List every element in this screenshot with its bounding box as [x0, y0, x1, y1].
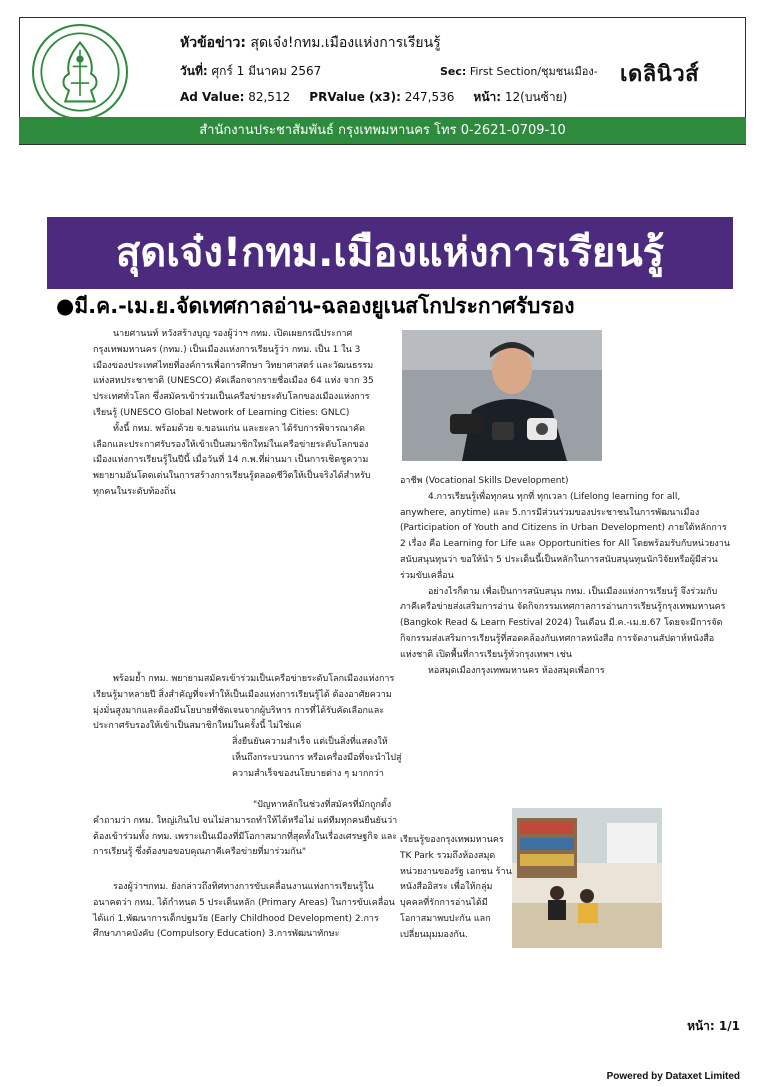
date-meta [180, 62, 321, 81]
article-subheadline: ●มี.ค.-เม.ย.จัดเทศกาลอ่าน-ฉลองยูเนสโกประกาศรับรอง [56, 294, 575, 318]
paragraph-3b: สิ่งยืนยันความสำเร็จ แต่เป็นสิ่งที่แสดงให้เห็นถึงกระบวนการ หรือเครื่องมือที่จะนำไปสู่ความสำเร็จของนโยบายต่าง ๆ มากกว่า [232, 737, 402, 779]
article-column-right-bottom [400, 833, 512, 944]
article-paragraph [93, 327, 378, 501]
paragraph-right-3: อย่างไรก็ตาม เพื่อเป็นการสนับสนุน กทม. เป็นเมืองแห่งการเรียนรู้ จึงร่วมกับภาคีเครือข่ายส่งเสริมการอ่าน จัดกิจกรรมเทศกาลการอ่านการเรียนรู้กรุงเทพมหานคร (Bangkok Read & Learn Festival 2024) ในเดือน มี.ค.-เม.ย.67 โดยจะมีการจัดกิจกรรมส่งเสริมการเรียนรู้ที่สอดคล้องกับเทศกาลหนังสือ การจัดงานสัปดาห์หนังสือแห่งชาติ เปิดพื้นที่การเรียนรู้ทั่วกรุงเทพฯ เช่น [400, 586, 726, 660]
headline-value: สุดเจ๋ง!กทม.เมืองแห่งการเรียนรู้ [250, 35, 441, 51]
publisher-logo: เดลินิวส์ [620, 61, 700, 86]
article-quote [93, 798, 398, 861]
paragraph-2: ทั้งนี้ กทม. พร้อมด้วย จ.ขอนแก่น และยะลา ได้รับการพิจารณาคัดเลือกและประกาศรับรองให้เข้าเป็นสมาชิกใหม่ในเครือข่ายระดับโลกของเมืองแห่งการเรียนรู้ในปีนี้ เมื่อวันที่ 14 ก.พ.ที่ผ่านมา เป็นการเชิดชูความพยายามอันโดดเด่นในการสร้างการเรียนรู้ตลอดชีวิตให้เป็นจริงได้สำหรับทุกคนในระดับท้องถิ่น [93, 423, 371, 497]
powered-by: Powered by Dataxet Limited [606, 1071, 740, 1082]
paragraph-intro: นายศานนท์ หวังสร้างบุญ รองผู้ว่าฯ กทม. เปิดเผยกรณีประกาศกรุงเทพมหานคร (กทม.) เป็นเมืองแห่งการเรียนรู้ว่า กทม. เป็น 1 ใน 3 เมืองของประเทศไทยที่องค์การเพื่อการศึกษา วิทยาศาสตร์ และวัฒนธรรมแห่งสหประชาชาติ (UNESCO) คัดเลือกจากรายชื่อเมือง 64 แห่ง จาก 35 ประเทศทั่วโลก ซึ่งสมัครเข้าร่วมเป็นเครือข่ายระดับโลกของเมืองแห่งการเรียนรู้ (UNESCO Global Network of Learning Cities: GNLC) [93, 329, 374, 418]
paragraph-right-1: อาชีพ (Vocational Skills Development) [400, 476, 569, 486]
article-paragraph [93, 672, 398, 735]
page-number-label: หน้า: [687, 1019, 715, 1033]
paragraph-right-3b: หอสมุดเมืองกรุงเทพมหานคร ห้องสมุดเพื่อการ [428, 665, 605, 676]
page-label: หน้า: [473, 90, 502, 104]
bangkok-seal-icon [32, 24, 128, 120]
ad-value-label: Ad Value: [180, 90, 245, 104]
ad-value: 82,512 [248, 90, 291, 104]
paragraph-3: พร้อมย้ำ กทม. พยายามสมัครเข้าร่วมเป็นเครือข่ายระดับโลกเมืองแห่งการเรียนรู้มาหลายปี สิ่งสำคัญที่จะทำให้เป็นเมืองแห่งการเรียนรู้ได้ ต้องอาศัยความมุ่งมั่นสูงมากและต้องมีนโยบายที่ชัดเจนจากผู้บริหาร การที่ได้รับคัดเลือกและประกาศรับรองให้เข้าเป็นสมาชิกใหม่ในครั้งนี้ ไม่ใช่แค่ [93, 674, 395, 732]
paragraph-4: รองผู้ว่าฯกทม. ยังกล่าวถึงทิศทางการขับเคลื่อนงานแห่งการเรียนรู้ในอนาคตว่า กทม. ได้กำหนด 5 ประเด็นหลัก (Primary Areas) ในการขับเคลื่อน ได้แก่ 1.พัฒนาการเด็กปฐมวัย (Early Childhood Development) 2.การศึกษาภาคบังคับ (Compulsory Education) 3.การพัฒนาทักษะ [93, 882, 395, 940]
article-column-right [400, 474, 730, 679]
section-label: Sec: [440, 65, 467, 78]
quote: "ปัญหาหลักในช่วงที่สมัครที่มักถูกตั้งคำถามว่า กทม. ใหญ่เกินไป จนไม่สามารถทำให้ได้หรือไม่ แต่ทีมทุกคนยืนยันว่าต้องเข้าร่วมทั้ง กทม. เพราะเป็นเมืองที่มีโอกาสมากที่สุดทั้งในเรื่องเศรษฐกิจ และการเรียนรู้ ซึ่งต้องขอขอบคุณภาคีเครือข่ายที่มาร่วมกัน" [93, 800, 398, 858]
pr-value: 247,536 [404, 90, 455, 104]
article-headline: สุดเจ๋ง!กทม.เมืองแห่งการเรียนรู้ [47, 217, 733, 289]
pr-value-label: PRValue (x3): [309, 90, 401, 104]
section-value: First Section/ชุมชนเมือง- [469, 65, 598, 78]
date-label: วันที่: [180, 64, 208, 78]
page-number [687, 1017, 740, 1036]
article-paragraph [232, 735, 402, 782]
page-number-value: 1/1 [718, 1019, 740, 1033]
paragraph-right-4: เรียนรู้ของกรุงเทพมหานคร TK Park รวมถึงห้องสมุดหน่วยงานของรัฐ เอกชน ร้านหนังสืออิสระ เพื่อให้กลุ่มบุคคลที่รักการอ่านได้มีโอกาสมาพบปะกัน แลกเปลี่ยนมุมมองกัน. [400, 835, 512, 940]
article-photo-official [402, 330, 602, 461]
section-meta [440, 62, 598, 80]
value-meta [180, 88, 567, 107]
office-contact-bar: สำนักงานประชาสัมพันธ์ กรุงเทพมหานคร โทร 0-2621-0709-10 [19, 117, 746, 144]
article-paragraph [93, 880, 398, 943]
article-photo-library [512, 808, 662, 948]
date-value: ศุกร์ 1 มีนาคม 2567 [211, 64, 322, 78]
headline-label: หัวข้อข่าว: [180, 35, 246, 51]
paragraph-right-2: 4.การเรียนรู้เพื่อทุกคน ทุกที่ ทุกเวลา (Lifelong learning for all, anywhere, anytime) และ 5.การมีส่วนร่วมของประชาชนในการพัฒนาเมือง (Participation of Youth and Citizens in Urban Development) ภายใต้หลักการ 2 เรื่อง คือ Learning for Life และ Opportunities for All โดยพร้อมรับกับหน่วยงานสนับสนุนทุนว่า ขอให้นำ 5 ประเด็นนี้เป็นหลักในการสนับสนุนทุนนักวิจัยหรือผู้มีส่วนร่วมขับเคลื่อน [400, 491, 731, 581]
page-value: 12(บนซ้าย) [504, 90, 568, 104]
headline-meta [180, 32, 441, 54]
